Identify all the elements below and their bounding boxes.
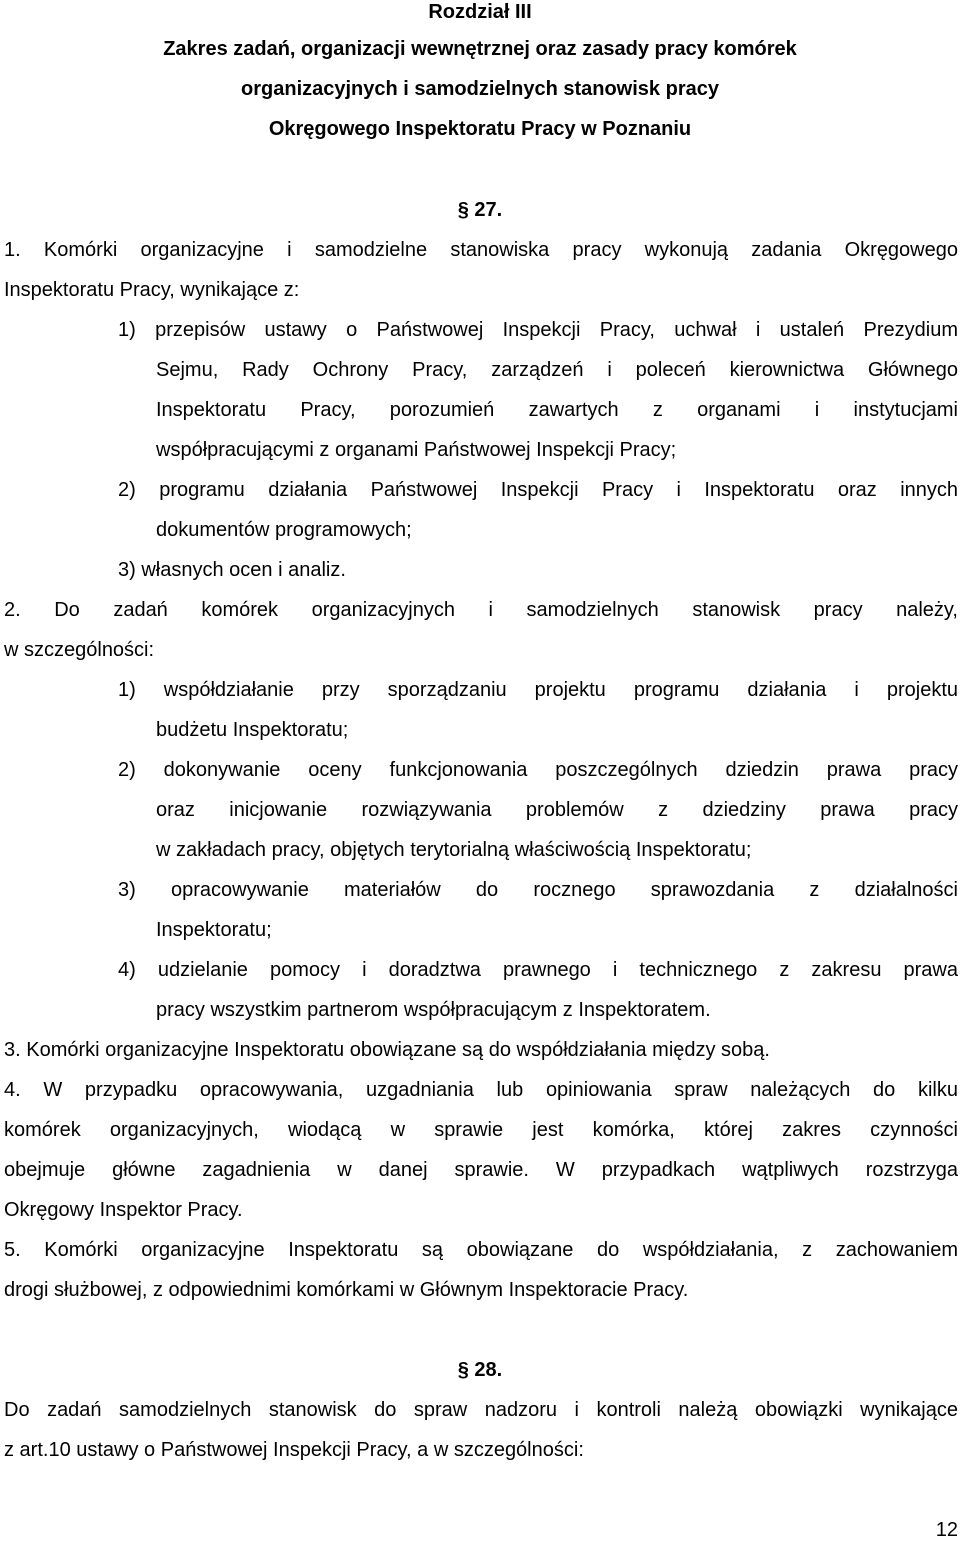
section-27-paragraph-1-line-2: Inspektoratu Pracy, wynikające z: bbox=[4, 279, 300, 301]
section-27-paragraph-1-line-1: 1. Komórki organizacyjne i samodzielne stanowiska pracy wykonują zadania Okręgowego bbox=[4, 239, 958, 261]
section-27-p1-item-1-line-3: Inspektoratu Pracy, porozumień zawartych z organami i instytucjami bbox=[156, 399, 958, 421]
section-27-paragraph-2-line-1: 2. Do zadań komórek organizacyjnych i samodzielnych stanowisk pracy należy, bbox=[4, 599, 958, 621]
chapter-title-line-2: organizacyjnych i samodzielnych stanowisk pracy bbox=[241, 78, 719, 100]
section-27-paragraph-4-line-3: obejmuje główne zagadnienia w danej sprawie. W przypadkach wątpliwych rozstrzyga bbox=[4, 1159, 958, 1181]
section-27-p2-item-2-line-3: w zakładach pracy, objętych terytorialną właściwością Inspektoratu; bbox=[156, 839, 752, 861]
section-27-p1-item-3-line-1: 3) własnych ocen i analiz. bbox=[118, 559, 346, 581]
section-27-p1-item-1-line-1: 1) przepisów ustawy o Państwowej Inspekcji Pracy, uchwał i ustaleń Prezydium bbox=[118, 319, 958, 341]
section-27-mark: § 27. bbox=[457, 199, 503, 221]
section-27-p2-item-2-line-2: oraz inicjowanie rozwiązywania problemów z dziedziny prawa pracy bbox=[156, 799, 958, 821]
section-27-paragraph-4-line-2: komórek organizacyjnych, wiodącą w sprawie jest komórka, której zakres czynności bbox=[4, 1119, 958, 1141]
page-number: 12 bbox=[935, 1519, 958, 1541]
chapter-heading: Rozdział III bbox=[428, 1, 532, 23]
section-27-p2-item-1-line-1: 1) współdziałanie przy sporządzaniu projektu programu działania i projektu bbox=[118, 679, 958, 701]
section-27-p1-item-2-line-2: dokumentów programowych; bbox=[156, 519, 412, 541]
section-27-p1-item-1-line-4: współpracującymi z organami Państwowej Inspekcji Pracy; bbox=[156, 439, 677, 461]
section-27-paragraph-4-line-4: Okręgowy Inspektor Pracy. bbox=[4, 1199, 243, 1221]
section-27-paragraph-2-line-2: w szczególności: bbox=[4, 639, 155, 661]
section-28-mark: § 28. bbox=[457, 1359, 503, 1381]
section-27-p1-item-1-line-2: Sejmu, Rady Ochrony Pracy, zarządzeń i poleceń kierownictwa Głównego bbox=[156, 359, 958, 381]
section-27-paragraph-4-line-1: 4. W przypadku opracowywania, uzgadniania lub opiniowania spraw należących do kilku bbox=[4, 1079, 958, 1101]
section-27-p2-item-4-line-1: 4) udzielanie pomocy i doradztwa prawnego i technicznego z zakresu prawa bbox=[118, 959, 958, 981]
chapter-title-line-3: Okręgowego Inspektoratu Pracy w Poznaniu bbox=[268, 118, 692, 140]
section-28-line-1: Do zadań samodzielnych stanowisk do spraw nadzoru i kontroli należą obowiązki wynikające bbox=[4, 1399, 958, 1421]
section-27-p2-item-2-line-1: 2) dokonywanie oceny funkcjonowania poszczególnych dziedzin prawa pracy bbox=[118, 759, 958, 781]
section-27-paragraph-3-line-1: 3. Komórki organizacyjne Inspektoratu obowiązane są do współdziałania między sobą. bbox=[4, 1039, 770, 1061]
section-27-paragraph-5-line-1: 5. Komórki organizacyjne Inspektoratu są obowiązane do współdziałania, z zachowaniem bbox=[4, 1239, 958, 1261]
section-27-p2-item-3-line-2: Inspektoratu; bbox=[156, 919, 272, 941]
section-27-p1-item-2-line-1: 2) programu działania Państwowej Inspekcji Pracy i Inspektoratu oraz innych bbox=[118, 479, 958, 501]
section-27-p2-item-1-line-2: budżetu Inspektoratu; bbox=[156, 719, 349, 741]
section-27-p2-item-3-line-1: 3) opracowywanie materiałów do rocznego sprawozdania z działalności bbox=[118, 879, 958, 901]
chapter-title-line-1: Zakres zadań, organizacji wewnętrznej oraz zasady pracy komórek bbox=[163, 38, 797, 60]
section-27-paragraph-5-line-2: drogi służbowej, z odpowiednimi komórkami w Głównym Inspektoracie Pracy. bbox=[4, 1279, 689, 1301]
section-27-p2-item-4-line-2: pracy wszystkim partnerom współpracującym z Inspektoratem. bbox=[156, 999, 711, 1021]
section-28-line-2: z art.10 ustawy o Państwowej Inspekcji Pracy, a w szczególności: bbox=[4, 1439, 584, 1461]
